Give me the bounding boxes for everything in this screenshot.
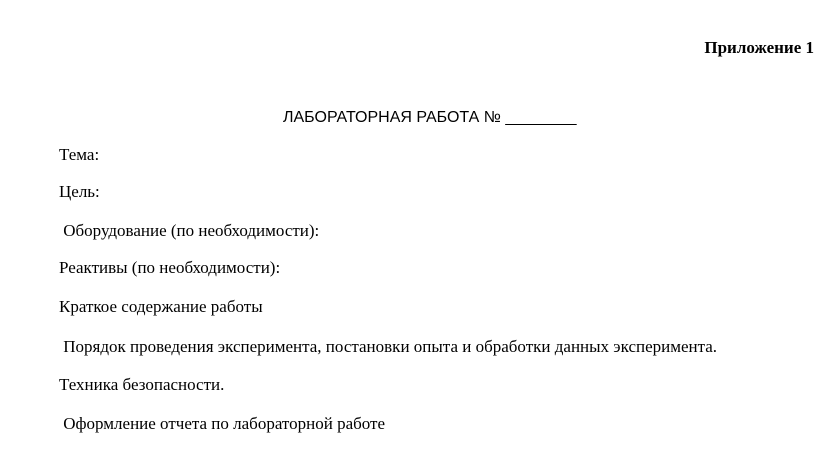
appendix-label: Приложение 1 xyxy=(704,38,814,57)
field-topic: Тема: xyxy=(59,145,100,164)
field-goal: Цель: xyxy=(59,182,100,201)
field-safety: Техника безопасности. xyxy=(59,375,225,394)
field-report: Оформление отчета по лабораторной работе xyxy=(59,414,386,433)
field-equipment: Оборудование (по необходимости): xyxy=(59,221,320,240)
field-procedure: Порядок проведения эксперимента, постановки опыта и обработки данных эксперимента. xyxy=(59,337,718,356)
document-title: ЛАБОРАТОРНАЯ РАБОТА № ________ xyxy=(283,109,577,126)
field-reagents: Реактивы (по необходимости): xyxy=(59,258,281,277)
field-summary: Краткое содержание работы xyxy=(59,297,263,316)
